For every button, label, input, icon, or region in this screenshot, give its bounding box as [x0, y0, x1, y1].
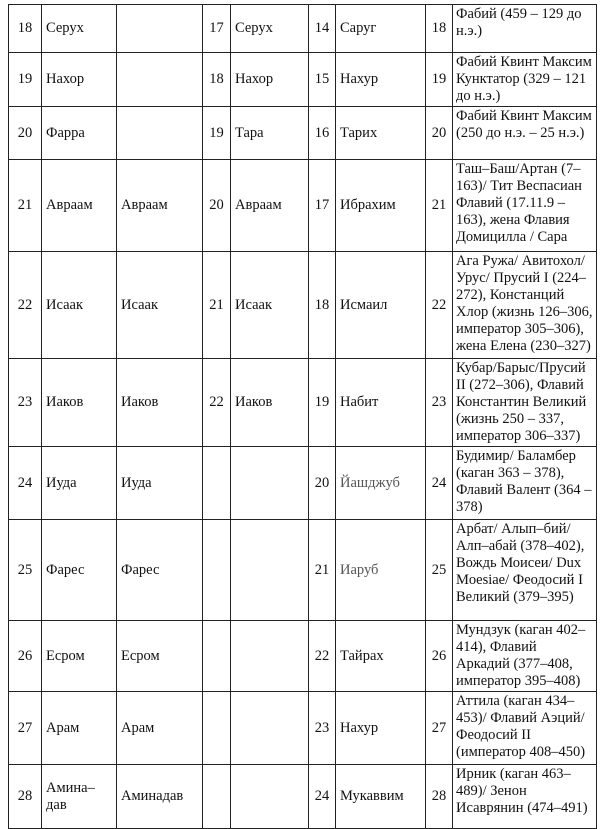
table-cell-n3 [203, 447, 231, 520]
table-cell-name5: Фабий (459 – 129 до н.э.) [453, 5, 597, 53]
table-cell-n5: 22 [426, 252, 453, 359]
table-cell-name2: Есром [117, 621, 203, 692]
table-cell-name1: Исаак [42, 252, 117, 359]
table-cell-name2: Авраам [117, 160, 203, 252]
table-cell-n1: 18 [9, 5, 42, 53]
table-cell-n3: 20 [203, 160, 231, 252]
table-cell-name3 [231, 520, 309, 621]
table-cell-name2: Аминадав [117, 765, 203, 829]
table-cell-n1: 26 [9, 621, 42, 692]
table-cell-n5: 18 [426, 5, 453, 53]
table-cell-n3: 22 [203, 359, 231, 447]
table-cell-name5: Фабий Квинт Максим Кунктатор (329 – 121 до н.э.) [453, 53, 597, 107]
genealogy-table [8, 4, 597, 829]
table-cell-n3 [203, 520, 231, 621]
table-cell-n1: 27 [9, 692, 42, 765]
table-cell-name5: Будимир/ Баламбер (каган 363 – 378), Флавий Валент (364 – 378) [453, 447, 597, 520]
table-cell-name3: Исаак [231, 252, 309, 359]
table-cell-name1: Есром [42, 621, 117, 692]
table-cell-n4: 20 [309, 447, 336, 520]
table-cell-n1: 19 [9, 53, 42, 107]
table-cell-name4: Тарих [336, 107, 426, 160]
table-cell-name5: Фабий Квинт Максим (250 до н.э. – 25 н.э.) [453, 107, 597, 160]
table-cell-name3 [231, 692, 309, 765]
table-cell-name2: Иаков [117, 359, 203, 447]
table-row [9, 252, 597, 359]
table-cell-name4: Тайрах [336, 621, 426, 692]
table-cell-n3: 19 [203, 107, 231, 160]
table-cell-name3: Авраам [231, 160, 309, 252]
table-cell-name3: Тара [231, 107, 309, 160]
table-row [9, 692, 597, 765]
table-row [9, 359, 597, 447]
table-cell-n4: 21 [309, 520, 336, 621]
table-cell-n5: 23 [426, 359, 453, 447]
table-cell-n5: 26 [426, 621, 453, 692]
table-row [9, 53, 597, 107]
table-cell-name4: Нахур [336, 53, 426, 107]
table-cell-name1: Нахор [42, 53, 117, 107]
table-cell-n1: 21 [9, 160, 42, 252]
table-cell-name4: Исмаил [336, 252, 426, 359]
table-cell-n3: 17 [203, 5, 231, 53]
table-cell-n4: 19 [309, 359, 336, 447]
table-cell-name4: Иаруб [336, 520, 426, 621]
table-cell-name4: Мукаввим [336, 765, 426, 829]
table-row [9, 520, 597, 621]
table-cell-name2: Исаак [117, 252, 203, 359]
table-cell-n4: 18 [309, 252, 336, 359]
table-cell-name5: Арбат/ Алып–бий/ Алп–абай (378–402), Вождь Моисеи/ Dux Moesiae/ Феодосий I Великий (379–395) [453, 520, 597, 621]
table-cell-n4: 15 [309, 53, 336, 107]
table-row [9, 5, 597, 53]
table-cell-name5: Аттила (каган 434–453)/ Флавий Аэций/ Феодосий II (император 408–450) [453, 692, 597, 765]
table-cell-name4: Ибрахим [336, 160, 426, 252]
table-cell-n5: 25 [426, 520, 453, 621]
table-cell-name5: Ага Ружа/ Авитохол/ Урус/ Прусий I (224–272), Констанций Хлор (жизнь 126–306, император 305–306), жена Елена (230–327) [453, 252, 597, 359]
table-cell-n3: 18 [203, 53, 231, 107]
table-cell-name3 [231, 447, 309, 520]
table-cell-name3: Нахор [231, 53, 309, 107]
table-cell-n5: 27 [426, 692, 453, 765]
table-cell-n1: 24 [9, 447, 42, 520]
table-cell-name2: Иуда [117, 447, 203, 520]
table-cell-n5: 20 [426, 107, 453, 160]
table-cell-name3 [231, 765, 309, 829]
table-cell-name1: Авраам [42, 160, 117, 252]
table-cell-name1: Амина–дав [42, 765, 117, 829]
table-cell-n3 [203, 765, 231, 829]
table-cell-n4: 17 [309, 160, 336, 252]
table-row [9, 621, 597, 692]
table-cell-name4: Саруг [336, 5, 426, 53]
table-cell-n1: 22 [9, 252, 42, 359]
table-cell-n4: 24 [309, 765, 336, 829]
table-cell-name5: Кубар/Барыс/Прусий II (272–306), Флавий Константин Великий (жизнь 250 – 337, император 306–337) [453, 359, 597, 447]
table-cell-name1: Фарра [42, 107, 117, 160]
table-cell-name3: Серух [231, 5, 309, 53]
table-cell-n1: 28 [9, 765, 42, 829]
table-cell-name2 [117, 5, 203, 53]
table-cell-n4: 22 [309, 621, 336, 692]
table-cell-name1: Арам [42, 692, 117, 765]
table-cell-name4: Нахур [336, 692, 426, 765]
table-cell-name2 [117, 107, 203, 160]
table-cell-name2 [117, 53, 203, 107]
table-cell-name5: Ирник (каган 463–489)/ Зенон Исаврянин (474–491) [453, 765, 597, 829]
table-cell-n1: 20 [9, 107, 42, 160]
table-cell-n5: 24 [426, 447, 453, 520]
table-cell-n4: 23 [309, 692, 336, 765]
table-cell-n5: 19 [426, 53, 453, 107]
table-cell-name1: Серух [42, 5, 117, 53]
table-cell-name2: Фарес [117, 520, 203, 621]
table-cell-name2: Арам [117, 692, 203, 765]
table-cell-name3 [231, 621, 309, 692]
table-cell-name1: Фарес [42, 520, 117, 621]
table-cell-name4: Йашджуб [336, 447, 426, 520]
table-cell-n5: 21 [426, 160, 453, 252]
table-cell-name3: Иаков [231, 359, 309, 447]
table-cell-n3: 21 [203, 252, 231, 359]
table-cell-name4: Набит [336, 359, 426, 447]
table-cell-n4: 16 [309, 107, 336, 160]
table-row [9, 107, 597, 160]
table-cell-n1: 25 [9, 520, 42, 621]
table-cell-n1: 23 [9, 359, 42, 447]
table-cell-name1: Иуда [42, 447, 117, 520]
table-cell-n4: 14 [309, 5, 336, 53]
table-row [9, 447, 597, 520]
table-cell-n3 [203, 621, 231, 692]
table-cell-n3 [203, 692, 231, 765]
table-row [9, 160, 597, 252]
table-cell-n5: 28 [426, 765, 453, 829]
table-cell-name5: Мундзук (каган 402–414), Флавий Аркадий (377–408, император 395–408) [453, 621, 597, 692]
table-cell-name5: Таш–Баш/Артан (7–163)/ Тит Веспасиан Флавий (17.11.9 – 163), жена Флавия Домицилла / Сара [453, 160, 597, 252]
table-row [9, 765, 597, 829]
table-cell-name1: Иаков [42, 359, 117, 447]
